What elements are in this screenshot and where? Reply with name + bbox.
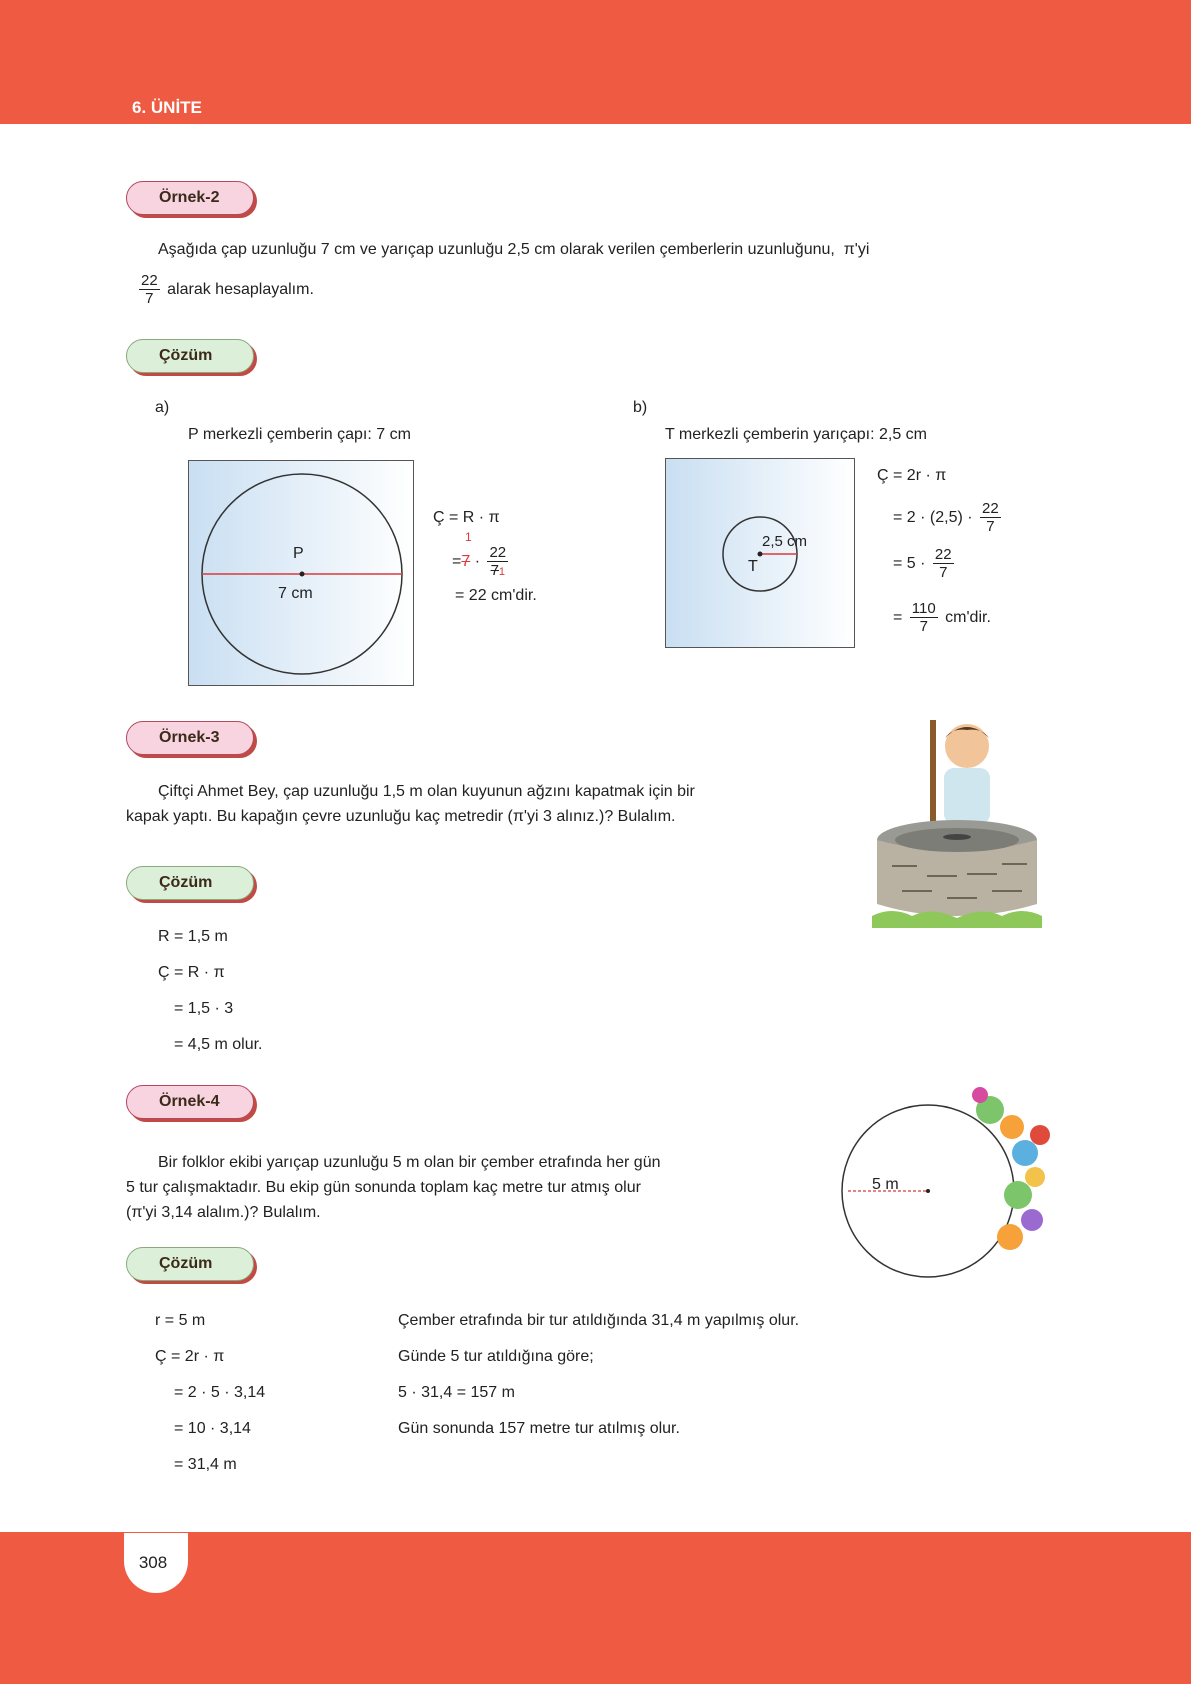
radius-measure: 2,5 cm [762,533,808,550]
ornek-4-badge: Örnek-4 [126,1085,254,1119]
ornek-4-text-line3: (π'yi 3,14 alalım.)? Bulalım. [126,1204,321,1221]
part-b-fraction-1 [980,500,1001,536]
cancel-top-1: 1 [465,530,472,544]
center-point-p [300,572,305,577]
part-b-formula-3 [893,546,957,582]
part-b-fraction-3 [910,600,938,636]
fraction-numerator: 22 [982,500,999,517]
ornek-4-left-line-5: = 31,4 m [174,1456,237,1473]
part-a-label: a) [155,399,170,416]
ornek-3-cozum-badge: Çözüm [126,866,254,900]
cancel-bottom-1: 1 [498,566,506,579]
circle-t-diagram [666,459,856,649]
circle-p-diagram [189,461,415,687]
center-label-t: T [748,558,758,575]
fraction-numerator: 22 [141,272,158,289]
ornek-4-text-line1: Bir folklor ekibi yarıçap uzunluğu 5 m olan bir çember etrafında her gün [158,1154,661,1171]
cancelled-denominator: 7 [490,562,499,580]
diameter-measure: 7 cm [278,585,313,602]
part-b-formula-2 [893,500,1004,536]
ornek-4-left-line-1: r = 5 m [155,1312,206,1329]
ornek-3-line-2: Ç = R · π [158,964,225,981]
circle-t-box [665,458,855,648]
fraction-denominator: 7 [939,564,948,582]
fraction-numerator: 110 [911,600,936,617]
ornek-2-text [158,238,1088,263]
part-a-fraction [487,544,508,580]
folklor-radius-label: 5 m [872,1176,899,1193]
center-label-p: P [293,545,304,562]
pi-yi: π'yi [843,241,870,258]
part-a-result: = 22 cm'dir. [455,587,537,604]
ornek-4-right-line-2: Günde 5 tur atıldığına göre; [398,1348,594,1365]
ornek-4-right-line-1: Çember etrafında bir tur atıldığında 31,4 m yapılmış olur. [398,1312,800,1329]
ornek-3-text-line2: kapak yaptı. Bu kapağın çevre uzunluğu kaç metredir (π'yi 3 alınız.)? Bulalım. [126,808,676,825]
part-b-caption: T merkezli çemberin yarıçapı: 2,5 cm [665,426,928,443]
formula-text: = 2 · (2,5) · [893,508,973,526]
ornek-3-text-line1: Çiftçi Ahmet Bey, çap uzunluğu 1,5 m olan kuyunun ağzını kapatmak için bir [158,783,695,800]
ornek-2-badge: Örnek-2 [126,181,254,215]
part-a-formula-1: Ç = R · π [433,509,500,526]
fraction-numerator: 22 [934,546,952,563]
ornek-2-text-line1: Aşağıda çap uzunluğu 7 cm ve yarıçap uzunluğu 2,5 cm olarak verilen çemberlerin uzunluğunu, [158,241,835,258]
multiply-dot: · [470,552,485,570]
fraction-denominator [487,562,508,579]
part-a-caption: P merkezli çemberin çapı: 7 cm [188,426,411,443]
ornek-4-left-line-2: Ç = 2r · π [155,1348,225,1365]
cancelled-seven: 7 [461,552,471,570]
ornek-4-cozum-badge: Çözüm [126,1247,254,1281]
part-b-result [893,600,991,636]
fraction-denominator: 7 [919,618,928,636]
equals-sign: = [893,608,903,626]
ornek-3-line-1: R = 1,5 m [158,928,228,945]
ornek-3-badge: Örnek-3 [126,721,254,755]
farmer-well-illustration [872,716,1042,928]
result-unit: cm'dir. [945,608,991,626]
fraction-numerator: 22 [489,544,507,561]
part-b-formula-1: Ç = 2r · π [877,467,947,484]
ornek-3-line-4: = 4,5 m olur. [174,1036,263,1053]
fraction-denominator: 7 [145,290,154,308]
ornek-2-cozum-badge: Çözüm [126,339,254,373]
ornek-4-text-line2: 5 tur çalışmaktadır. Bu ekip gün sonunda toplam kaç metre tur atmış olur [126,1179,641,1196]
equals-sign: = [452,552,462,570]
ornek-2-text2: alarak hesaplayalım. [167,280,314,298]
formula-text: = 5 · [893,554,926,572]
pi-fraction [139,272,160,308]
fraction-denominator: 7 [986,518,995,536]
ornek-4-right-line-4: Gün sonunda 157 metre tur atılmış olur. [398,1420,680,1437]
part-b-fraction-2 [933,546,954,582]
part-b-label: b) [633,399,648,416]
part-a-formula-2 [452,544,511,580]
unit-label: 6. ÜNİTE [132,98,202,117]
page-number: 308 [138,1553,168,1572]
ornek-3-line-3: = 1,5 · 3 [174,1000,234,1017]
circle-p-box [188,460,414,686]
ornek-2-text-line2 [136,272,314,308]
ornek-4-left-line-4: = 10 · 3,14 [174,1420,251,1437]
ornek-4-left-line-3: = 2 · 5 · 3,14 [174,1384,266,1401]
ornek-4-right-line-3: 5 · 31,4 = 157 m [398,1384,515,1401]
